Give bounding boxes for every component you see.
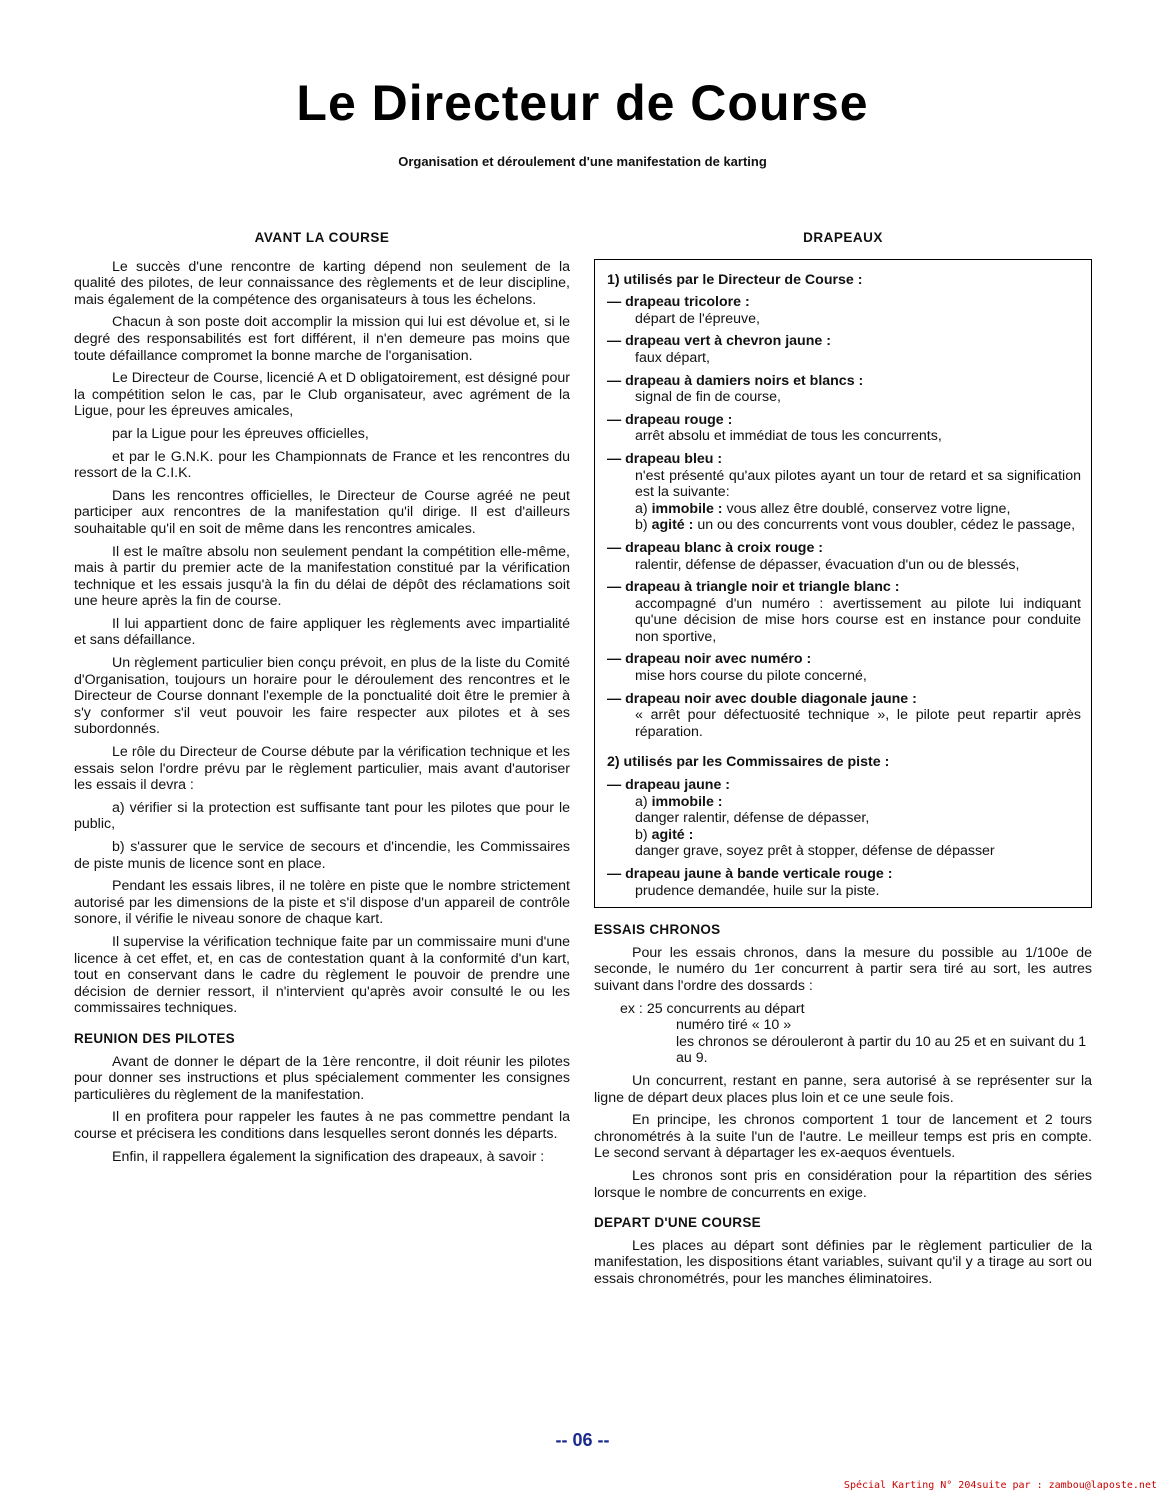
flag-sub-prefix: a) — [635, 500, 648, 517]
flag-item — [607, 866, 1081, 899]
paragraph: Le rôle du Directeur de Course débute par la vérification technique et les essais selon l'ordre prévu par le règlement particulier, mais avant d'autoriser les essais il devra : — [74, 744, 570, 794]
flag-item — [607, 451, 1081, 534]
example-text: 25 concurrents au départ — [646, 1000, 805, 1017]
paragraph: Les chronos sont pris en considération pour la répartition des séries lorsque le nombre de concurrents en exige. — [594, 1167, 1092, 1201]
flag-sub-prefix: b) — [635, 826, 648, 843]
flag-desc: signal de fin de course, — [635, 389, 781, 406]
flag-item — [607, 691, 1081, 741]
flags-box — [594, 259, 1092, 909]
flag-sub-prefix: a) — [635, 793, 648, 810]
flag-sub-label: agité : — [651, 826, 694, 843]
section-heading-essais-chronos: ESSAIS CHRONOS — [594, 922, 721, 938]
flag-desc: accompagné d'un numéro : avertissement au pilote lui indiquant qu'une décision de mise hors course est en instance pour conduite non sportive, — [635, 595, 1081, 645]
flag-name: — drapeau bleu : — [607, 451, 1081, 468]
paragraph: a) vérifier si la protection est suffisante tant pour les pilotes que pour le public, — [74, 799, 570, 833]
paragraph: Un règlement particulier bien conçu prévoit, en plus de la liste du Comité d'Organisation, toujours un horaire pour le déroulement des rencontres et le Directeur de Course donnant l'exemple de la ponctualité doit être le premier à s'y conformer s'il veut pouvoir les faire respecter aux pilotes et à ses subordonnés. — [74, 655, 570, 738]
flag-desc: « arrêt pour défectuosité technique », le pilote peut repartir après réparation. — [635, 707, 1081, 740]
flag-group-commissaires: 2) utilisés par les Commissaires de piste : — [607, 754, 890, 771]
flag-desc: n'est présenté qu'aux pilotes ayant un tour de retard et sa signification est la suivante: — [635, 467, 1081, 501]
example-block — [594, 1001, 1092, 1067]
flag-item — [607, 777, 1081, 860]
paragraph: Il en profitera pour rappeler les fautes à ne pas commettre pendant la course et précisera les conditions dans lesquelles seront donnés les départs. — [74, 1109, 570, 1142]
page-subtitle: Organisation et déroulement d'une manifestation de karting — [398, 154, 767, 169]
paragraph: et par le G.N.K. pour les Championnats de France et les rencontres du ressort de la C.I.K. — [74, 448, 570, 482]
flag-sub-label: immobile : — [651, 793, 723, 810]
paragraph: Le Directeur de Course, licencié A et D obligatoirement, est désigné pour la compétition selon le cas, par le Club organisateur, avec agrément de la Ligue, pour les épreuves amicales, — [74, 370, 570, 420]
paragraph: Il supervise la vérification technique faite par un commissaire muni d'une licence à cet effet, et, en cas de contestation quant à la conformité d'un kart, tout en conservant dans le cadre du règlement le pouvoir de prendre une décision de dernier ressort, il n'intervient qu'après avoir consulté le ou les commissaires techniques. — [74, 933, 570, 1017]
section-heading-drapeaux: DRAPEAUX — [803, 230, 883, 245]
page-title: Le Directeur de Course — [296, 75, 869, 131]
flag-name: — drapeau jaune : — [607, 777, 1081, 794]
flag-sub-text: vous allez être doublé, conservez votre ligne, — [726, 500, 1011, 517]
flag-item — [607, 412, 1081, 445]
paragraph: par la Ligue pour les épreuves officielles, — [112, 425, 369, 442]
paragraph: En principe, les chronos comportent 1 tour de lancement et 2 tours chronométrés à la suite l'un de l'autre. Le meilleur temps est pris en compte. Le second servant à départager les ex-aequos éventuels. — [594, 1112, 1092, 1162]
flag-desc: arrêt absolu et immédiat de tous les concurrents, — [635, 428, 942, 445]
flag-name: — drapeau à damiers noirs et blancs : — [607, 373, 1081, 390]
example-label: ex : — [620, 1000, 643, 1017]
flag-item — [607, 333, 1081, 366]
example-line: les chronos se dérouleront à partir du 10 au 25 et en suivant du 1 au 9. — [676, 1033, 1087, 1067]
flag-desc: mise hors course du pilote concerné, — [635, 668, 867, 685]
flag-name: — drapeau noir avec numéro : — [607, 651, 1081, 668]
flag-item — [607, 373, 1081, 406]
flag-name: — drapeau blanc à croix rouge : — [607, 540, 1081, 557]
paragraph: Pour les essais chronos, dans la mesure du possible au 1/100e de seconde, le numéro du 1er concurrent à partir sera tiré au sort, les autres suivant dans l'ordre des dossards : — [594, 944, 1092, 994]
footer-credit: Spécial Karting N° 204suite par : zambou@laposte.net — [843, 1480, 1157, 1491]
paragraph: Le succès d'une rencontre de karting dépend non seulement de la qualité des pilotes, de leur connaissance des règlements et de leur discipline, mais également de la compétence des organisateurs à tous les échelons. — [74, 258, 570, 308]
section-heading-depart: DEPART D'UNE COURSE — [594, 1215, 761, 1231]
paragraph: Dans les rencontres officielles, le Directeur de Course agréé ne peut participer aux rencontres de la manifestation qu'il dirige. Il est d'ailleurs souhaitable qu'il en soit de même dans les rencontres amicales. — [74, 487, 570, 537]
flag-sub-prefix: b) — [635, 517, 648, 534]
flag-desc: faux départ, — [635, 349, 710, 366]
paragraph: Il lui appartient donc de faire appliquer les règlements avec impartialité et sans défaillance. — [74, 615, 570, 649]
page-number: -- 06 -- — [555, 1430, 610, 1450]
flag-sub-label: immobile : — [651, 500, 723, 517]
flag-group-directeur: 1) utilisés par le Directeur de Course : — [607, 271, 863, 288]
flag-name: — drapeau vert à chevron jaune : — [607, 333, 1081, 350]
flag-desc: danger ralentir, défense de dépasser, — [635, 810, 870, 827]
section-heading-reunion-des-pilotes: REUNION DES PILOTES — [74, 1030, 235, 1046]
left-column — [74, 230, 570, 1171]
flag-sub-desc — [607, 501, 1081, 518]
flag-item — [607, 579, 1081, 645]
flag-desc: départ de l'épreuve, — [635, 310, 760, 327]
flag-sub-desc — [607, 794, 1081, 811]
flag-desc: danger grave, soyez prêt à stopper, défense de dépasser — [635, 843, 995, 860]
flag-name: — drapeau tricolore : — [607, 294, 1081, 311]
paragraph: b) s'assurer que le service de secours et d'incendie, les Commissaires de piste munis de licence sont en place. — [74, 839, 570, 872]
flag-item — [607, 294, 1081, 327]
paragraph: Un concurrent, restant en panne, sera autorisé à se représenter sur la ligne de départ deux places plus loin et ce une seule fois. — [594, 1072, 1092, 1106]
paragraph: Chacun à son poste doit accomplir la mission qui lui est dévolue et, si le degré des responsabilités est fort différent, il n'en demeure pas moins que toute défaillance compromet la bonne marche de l'organisation. — [74, 314, 570, 364]
section-heading-avant-la-course: AVANT LA COURSE — [254, 230, 390, 245]
flag-name: — drapeau noir avec double diagonale jaune : — [607, 691, 1081, 708]
example-line — [620, 1001, 1092, 1018]
right-column — [594, 230, 1092, 1293]
flag-name: — drapeau jaune à bande verticale rouge : — [607, 866, 1081, 883]
paragraph: Il est le maître absolu non seulement pendant la compétition elle-même, mais à partir du premier acte de la manifestation constitué par la vérification technique et les essais jusqu'à la fin du délai de dépôt des réclamations soit une heure après la fin de course. — [74, 543, 570, 610]
flag-sub-text: un ou des concurrents vont vous doubler, cédez le passage, — [697, 517, 1076, 534]
flag-item — [607, 540, 1081, 573]
flag-item — [607, 651, 1081, 684]
flag-name: — drapeau à triangle noir et triangle blanc : — [607, 579, 1081, 596]
paragraph: Avant de donner le départ de la 1ère rencontre, il doit réunir les pilotes pour donner ses instructions et plus spécialement commenter les consignes particulières du règlement de la manifestation. — [74, 1053, 570, 1103]
paragraph: Pendant les essais libres, il ne tolère en piste que le nombre strictement autorisé par les dimensions de la piste et s'il dispose d'un appareil de contrôle sonore, il vérifie le niveau sonore de chaque kart. — [74, 878, 570, 928]
paragraph: Enfin, il rappellera également la signification des drapeaux, à savoir : — [112, 1148, 545, 1165]
paragraph: Les places au départ sont définies par le règlement particulier de la manifestation, les dispositions étant variables, suivant qu'il y a tirage au sort ou essais chronométrés, pour les manches éliminatoires. — [594, 1237, 1092, 1287]
flag-sub-label: agité : — [651, 517, 694, 534]
flag-name: — drapeau rouge : — [607, 412, 1081, 429]
flag-sub-desc — [607, 517, 1081, 534]
flag-sub-desc — [607, 827, 1081, 844]
example-line: numéro tiré « 10 » — [676, 1017, 792, 1034]
flag-desc: ralentir, défense de dépasser, évacuation d'un ou de blessés, — [635, 556, 1020, 573]
flag-desc: prudence demandée, huile sur la piste. — [635, 882, 880, 899]
